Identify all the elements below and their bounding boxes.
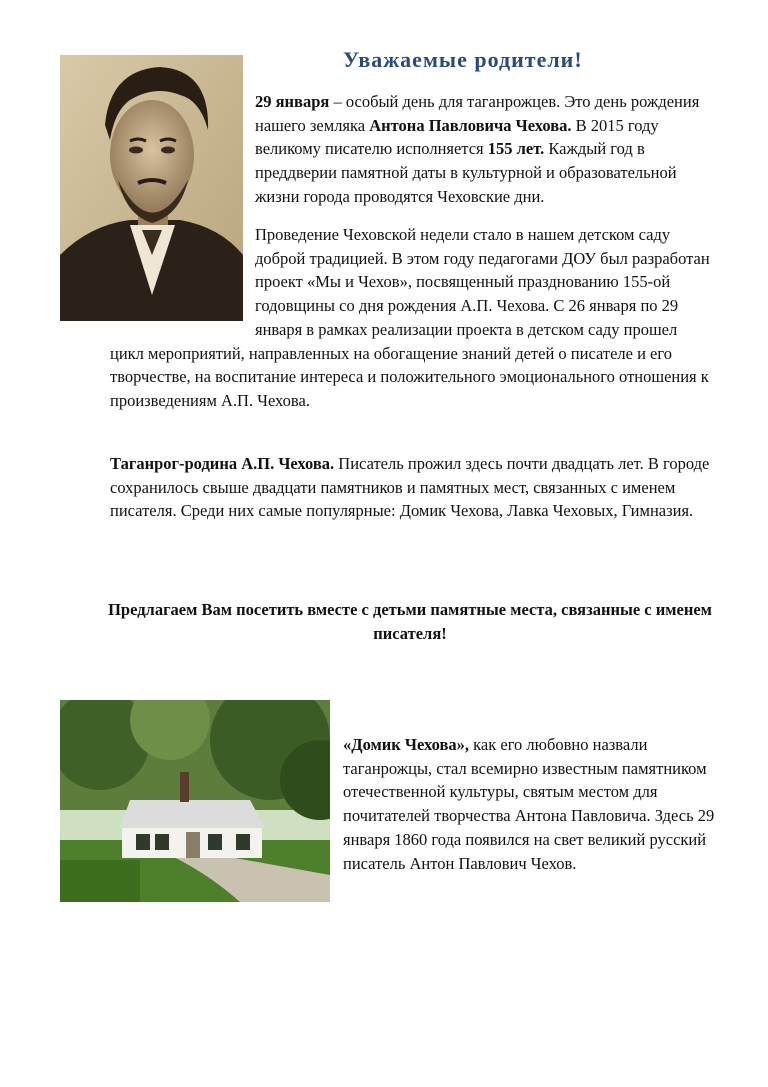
intro-text-3: Каждый год в преддверии памятной даты в культурной и образовательной жизни города проводятся Чеховские дни. bbox=[255, 139, 677, 206]
intro-text-2: В 2015 году великому писателю исполняется bbox=[255, 115, 659, 159]
invitation-heading: Предлагаем Вам посетить вместе с детьми памятные места, связанные с именем писателя! bbox=[108, 600, 712, 643]
taganrog-text: Писатель прожил здесь почти двадцать лет. В городе сохранилось свыше двадцати памятников и памятных мест, связанных с именем писателя. Среди них самые популярные: Домик Чехова, Лавка Чеховых, Гимназия. bbox=[110, 454, 710, 521]
chekhov-house-image bbox=[60, 700, 330, 902]
intro-paragraph bbox=[255, 90, 720, 209]
intro-text-1: – особый день для таганрожцев. Это день рождения нашего земляка bbox=[255, 92, 700, 135]
chekhov-week-text: Проведение Чеховской недели стало в нашем детском саду доброй традицией. В этом году педагогами ДОУ был разработан проект «Мы и Чехов», посвященный празднованию 155-ой годовщины со дня рождения А.П. Чехова. С 26 января по 29 января в рамках реализации проекта в детском саду прошел цикл мероприятий, направленных на обогащение знаний детей о писателе и его творчестве, на воспитание интереса и положительного эмоционального отношения к произведениям А.П. Чехова. bbox=[110, 225, 710, 410]
chekhov-house-text: как его любовно назвали таганрожцы, стал всемирно известным памятником отечественной культуры, святым местом для почитателей творчества Антона Павловича. Здесь 29 января 1860 года появился на свет великий русский писатель Антон Павлович Чехов. bbox=[343, 735, 715, 873]
chekhov-house-paragraph bbox=[343, 733, 723, 875]
intro-anniversary: 155 лет. bbox=[487, 139, 545, 159]
chekhov-house-heading: «Домик Чехова», bbox=[343, 735, 470, 754]
taganrog-paragraph bbox=[110, 452, 715, 523]
intro-writer-name: Антона Павловича Чехова. bbox=[369, 115, 572, 135]
chekhov-week-paragraph bbox=[110, 223, 715, 413]
page-title: Уважаемые родители! bbox=[343, 47, 583, 72]
taganrog-heading: Таганрог-родина А.П. Чехова. bbox=[110, 454, 335, 473]
intro-date: 29 января bbox=[255, 92, 330, 111]
